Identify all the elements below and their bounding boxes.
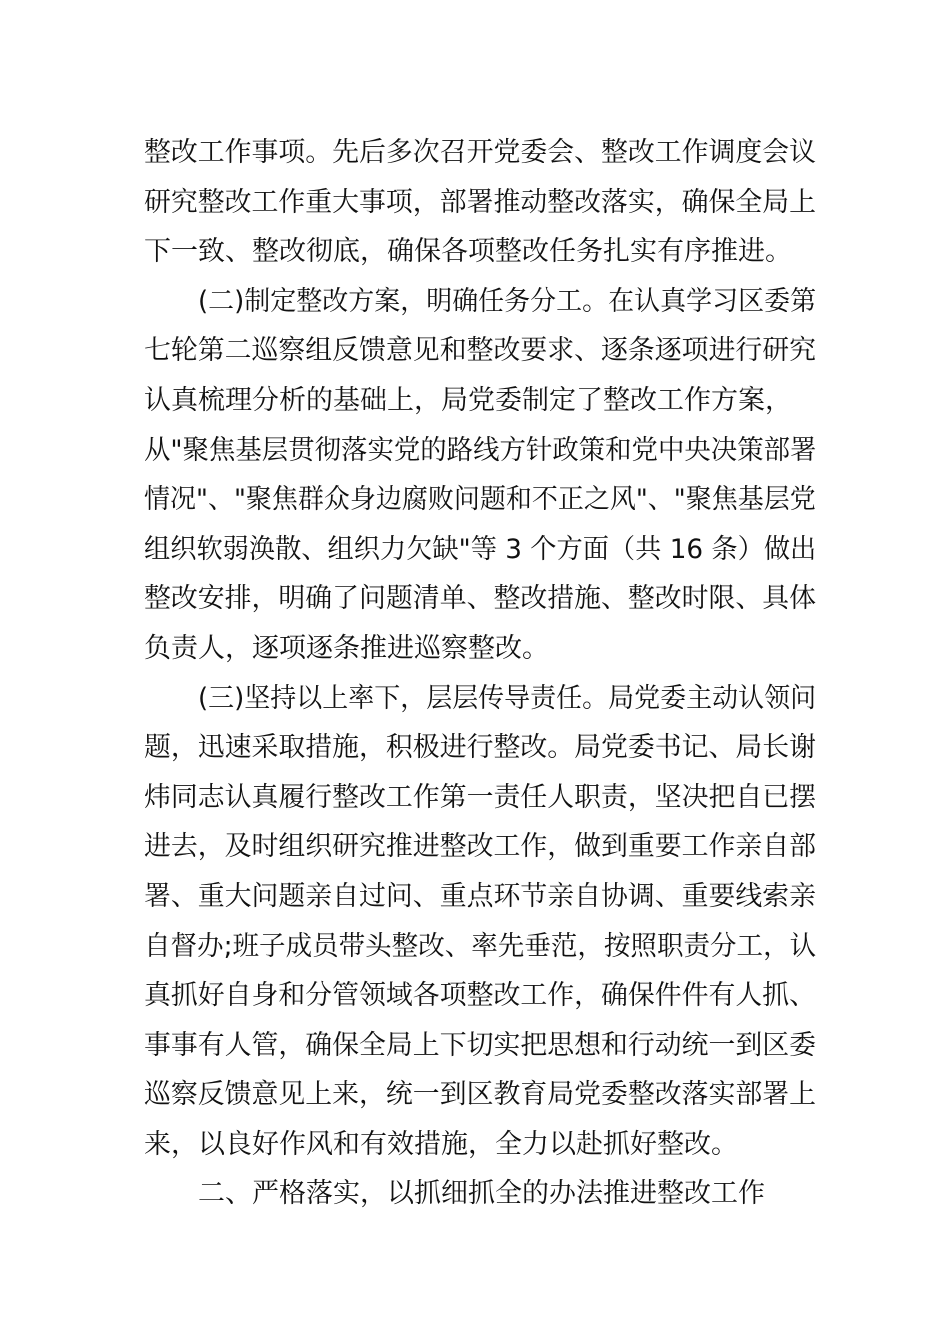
text-line-content: 炜同志认真履行整改工作第一责任人职责，坚决把自已摆 [144,781,817,813]
text-line-content: 事事有人管，确保全局上下切实把思想和行动统一到区委 [144,1029,817,1061]
text-line [144,178,816,228]
text-line-content: 真抓好自身和分管领域各项整改工作，确保件件有人抓、 [144,980,817,1012]
text-line-content: 七轮第二巡察组反馈意见和整改要求、逐条逐项进行研究 [144,335,817,367]
text-line-content: 整改安排，明确了问题清单、整改措施、整改时限、具体 [144,583,817,615]
text-line [144,773,816,823]
text-line [144,128,816,178]
body-text [144,128,816,1219]
text-line-content: 情况"、"聚焦群众身边腐败问题和不正之风"、"聚焦基层党 [144,484,816,516]
paragraph-start-line [144,277,816,327]
text-line [144,723,816,773]
text-line: 来，以良好作风和有效措施，全力以赴抓好整改。 [144,1128,738,1160]
text-line-content: 进去，及时组织研究推进整改工作，做到重要工作亲自部 [144,831,817,863]
text-line [144,822,816,872]
section-heading: 二、严格落实，以抓细抓全的办法推进整改工作 [198,1178,765,1210]
text-line [144,1021,816,1071]
text-line [144,1070,816,1120]
text-line-content: 署、重大问题亲自过问、重点环节亲自协调、重要线索亲 [144,880,817,912]
text-line-content: 题，迅速采取措施，积极进行整改。局党委书记、局长谢 [144,732,817,764]
text-line [144,872,816,922]
text-line [144,475,816,525]
text-line-content: 巡察反馈意见上来，统一到区教育局党委整改落实部署上 [144,1079,817,1111]
text-line [144,971,816,1021]
text-line-content: 从"聚焦基层贯彻落实党的路线方针政策和党中央决策部署 [144,434,817,466]
text-line-content: 自督办;班子成员带头整改、率先垂范，按照职责分工，认 [144,930,817,962]
text-line [144,525,816,575]
text-line: 认真梳理分析的基础上，局党委制定了整改工作方案， [144,384,792,416]
text-line-content: 组织软弱涣散、组织力欠缺"等 3 个方面（共 16 条）做出 [144,533,817,565]
text-line [144,426,816,476]
text-line-content: 研究整改工作重大事项，部署推动整改落实，确保全局上 [144,186,817,218]
text-line-content: (二)制定整改方案，明确任务分工。在认真学习区委第 [198,285,817,317]
text-line [144,574,816,624]
text-line-content: (三)坚持以上率下，层层传导责任。局党委主动认领问 [198,682,817,714]
text-line [144,922,816,972]
text-line: 下一致、整改彻底，确保各项整改任务扎实有序推进。 [144,236,792,268]
text-line [144,326,816,376]
text-line-content: 整改工作事项。先后多次召开党委会、整改工作调度会议 [144,137,817,168]
text-line: 负责人，逐项逐条推进巡察整改。 [144,632,549,664]
paragraph-start-line [144,674,816,724]
